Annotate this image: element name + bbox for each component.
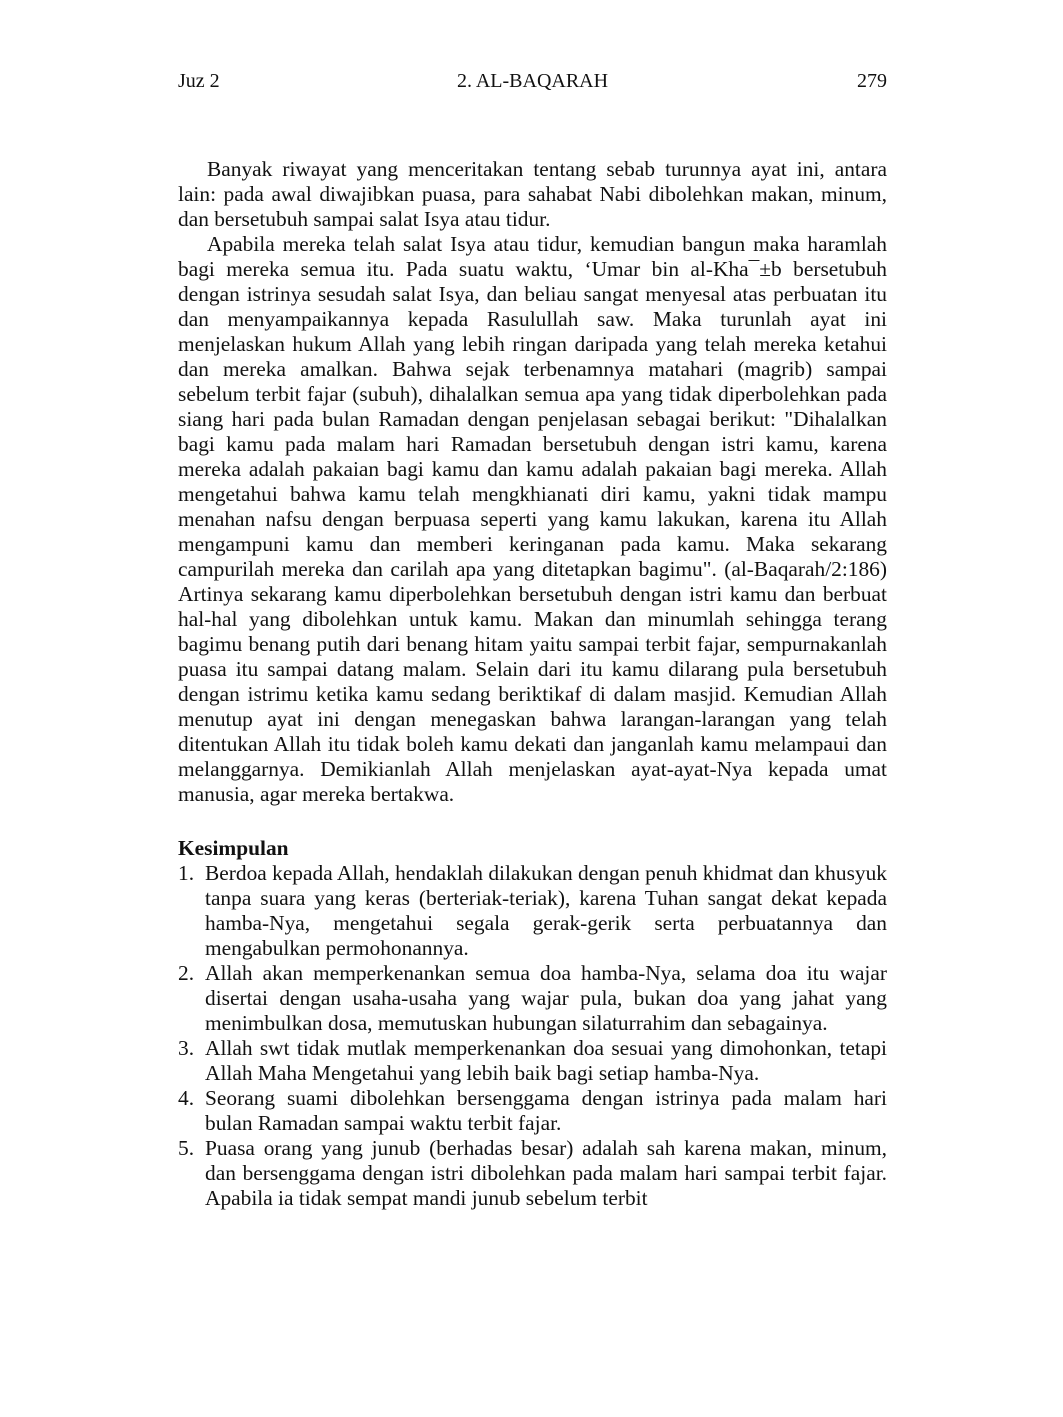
surah-title: 2. AL-BAQARAH [456,70,609,92]
conclusion-item [178,1086,887,1136]
conclusion-item [178,961,887,1036]
body-paragraph: Banyak riwayat yang menceritakan tentang sebab turunnya ayat ini, antara lain: pada awal diwajibkan puasa, para sahabat Nabi dibolehkan makan, minum, dan bersetubuh sampai salat Isya atau tidur. [178,157,887,231]
page-header [178,70,887,100]
item-number: 4. [178,1086,195,1110]
conclusion-item [178,861,887,961]
body-paragraph: Apabila mereka telah salat Isya atau tidur, kemudian bangun maka haramlah bagi mereka semua itu. Pada suatu waktu, ‘Umar bin al-Kha¯±b bersetubuh dengan istrinya sesudah salat Isya, dan beliau sangat menyesal atas perbuatan itu dan menyampaikannya kepada Rasulullah saw. Maka turunlah ayat ini menjelaskan hukum Allah yang lebih ringan daripada yang telah mereka ketahui dan mereka amalkan. Bahwa sejak terbenamnya matahari (magrib) sampai sebelum terbit fajar (subuh), dihalalkan semua apa yang tidak diperbolehkan pada siang hari pada bulan Ramadan dengan penjelasan sebagai berikut: "Dihalalkan bagi kamu pada malam hari Ramadan bersetubuh dengan istri kamu, karena mereka adalah pakaian bagi kamu dan kamu adalah pakaian bagi mereka. Allah mengetahui bahwa kamu telah mengkhianati diri kamu, yakni tidak mampu menahan nafsu dengan berpuasa seperti yang kamu lakukan, karena itu Allah mengampuni kamu dan memberi keringanan pada kamu. Maka sekarang campurilah mereka dan carilah apa yang ditetapkan bagimu". (al-Baqarah/2:186) Artinya sekarang kamu diperbolehkan bersetubuh dengan istri kamu dan berbuat hal-hal yang dibolehkan untuk kamu. Makan dan minumlah sehingga terang bagimu benang putih dari benang hitam yaitu sampai terbit fajar, sempurnakanlah puasa itu sampai datang malam. Selain dari itu kamu dilarang pula bersetubuh dengan istrimu ketika kamu sedang beriktikaf di dalam masjid. Kemudian Allah menutup ayat ini dengan menegaskan bahwa larangan-larangan yang telah ditentukan Allah itu tidak boleh kamu dekati dan janganlah kamu melampaui dan melanggarnya. Demikianlah Allah menjelaskan ayat-ayat-Nya kepada umat manusia, agar mereka bertakwa. [178,232,887,806]
item-number: 2. [178,961,195,985]
juz-label: Juz 2 [178,70,220,92]
item-number: 1. [178,861,195,885]
conclusion-list [178,861,887,1211]
item-number: 3. [178,1036,195,1060]
item-number: 5. [178,1136,195,1160]
conclusion-item [178,1036,887,1086]
conclusion-item [178,1136,887,1211]
item-text: Puasa orang yang junub (berhadas besar) adalah sah karena makan, minum, dan bersenggama dengan istri dibolehkan pada malam hari sampai terbit fajar. Apabila ia tidak sempat mandi junub sebelum terbit [205,1136,887,1210]
item-text: Allah akan memperkenankan semua doa hamba-Nya, selama doa itu wajar disertai dengan usaha-usaha yang wajar pula, bukan doa yang jahat yang menimbulkan dosa, memutuskan hubungan silaturrahim dan sebagainya. [205,961,887,1035]
page-number: 279 [857,70,887,92]
item-text: Allah swt tidak mutlak memperkenankan doa sesuai yang dimohonkan, tetapi Allah Maha Mengetahui yang lebih baik bagi setiap hamba-Nya. [205,1036,887,1085]
item-text: Berdoa kepada Allah, hendaklah dilakukan dengan penuh khidmat dan khusyuk tanpa suara yang keras (berteriak-teriak), karena Tuhan sangat dekat kepada hamba-Nya, mengetahui segala gerak-gerik serta perbuatannya dan mengabulkan permohonannya. [205,861,887,960]
item-text: Seorang suami dibolehkan bersenggama dengan istrinya pada malam hari bulan Ramadan sampai waktu terbit fajar. [205,1086,887,1135]
page-content [178,157,887,1211]
section-title-kesimpulan: Kesimpulan [178,836,289,860]
